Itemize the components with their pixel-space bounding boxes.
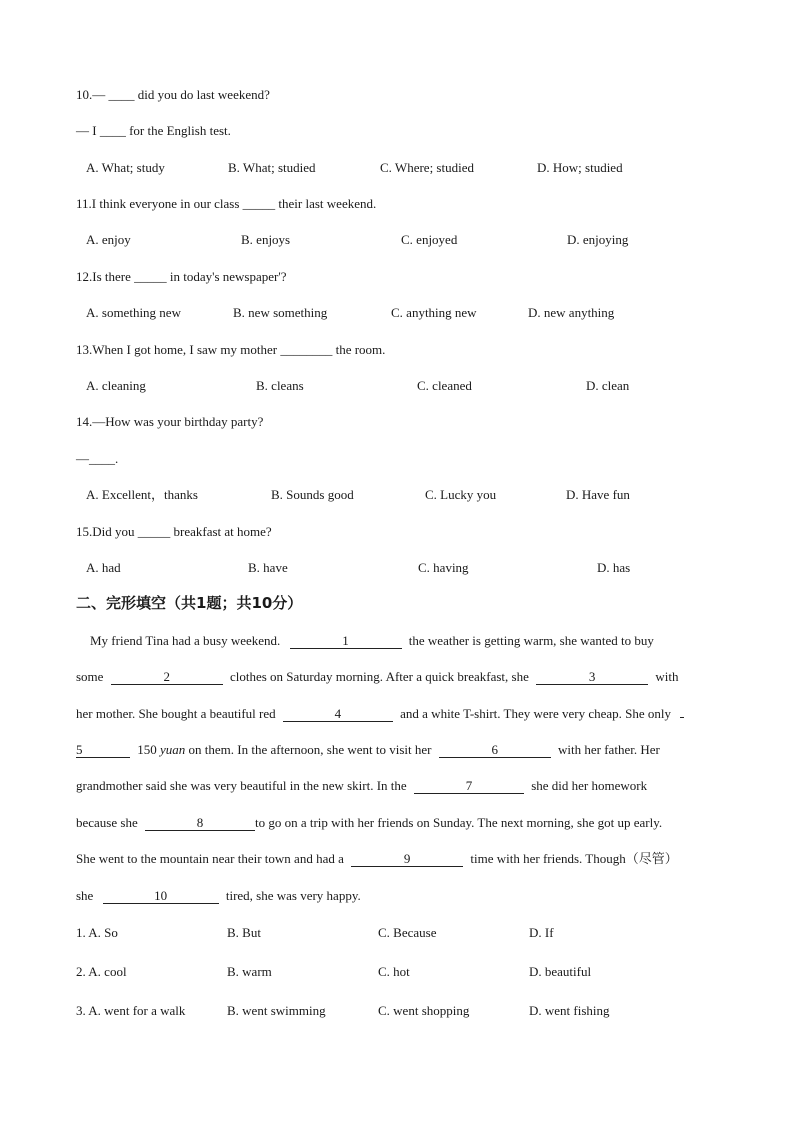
blank-9: 9 [351, 852, 463, 867]
q15-option-a: A. had [86, 560, 121, 575]
passage-line-3 [76, 706, 684, 722]
passage-text: because she [76, 815, 138, 830]
q15-option-d: D. has [597, 560, 631, 575]
passage-text: she [76, 888, 94, 903]
q10-option-a: A. What; study [86, 160, 165, 175]
section-heading: 二、完形填空（共1题；共10分） [76, 594, 303, 612]
cloze-2-option-c: C. hot [378, 964, 410, 979]
passage-text: and a white T-shirt. They were very cheap. She only [400, 706, 672, 721]
q11-option-d: D. enjoying [567, 232, 629, 247]
cloze-3-option-c: C. went shopping [378, 1003, 470, 1018]
cloze-3-option-a: 3. A. went for a walk [76, 1003, 186, 1018]
cloze-1-option-a: 1. A. So [76, 925, 118, 940]
q12-option-a: A. something new [86, 305, 181, 320]
passage-text: with [655, 669, 679, 684]
blank-8: 8 [145, 816, 255, 831]
q10-option-c: C. Where; studied [380, 160, 474, 175]
passage-text: she did her homework [531, 778, 648, 793]
blank-2: 2 [111, 670, 223, 685]
passage-text: some [76, 669, 104, 684]
q14-option-c: C. Lucky you [425, 487, 497, 502]
passage-text-yuan: yuan [160, 742, 186, 757]
passage-text: the weather is getting warm, she wanted to buy [408, 633, 654, 648]
q14-line1: 14.—How was your birthday party? [76, 414, 264, 429]
passage-text: tired, she was very happy. [225, 888, 361, 903]
cloze-2-option-a: 2. A. cool [76, 964, 127, 979]
passage-line-7 [76, 851, 678, 867]
blank-5: 5 [76, 743, 130, 758]
passage-text: 150 [137, 742, 157, 757]
q14-option-d: D. Have fun [566, 487, 630, 502]
passage-text: clothes on Saturday morning. After a quick breakfast, she [229, 669, 529, 684]
q11-option-a: A. enjoy [86, 232, 131, 247]
cloze-2-option-b: B. warm [227, 964, 272, 979]
blank-10: 10 [103, 889, 219, 904]
q10-option-d: D. How; studied [537, 160, 623, 175]
cloze-1-option-d: D. If [529, 925, 554, 940]
q10-line2: — I ____ for the English test. [76, 123, 231, 138]
passage-text: She went to the mountain near their town and had a [76, 851, 344, 866]
cloze-2-option-d: D. beautiful [529, 964, 592, 979]
blank-6: 6 [439, 743, 551, 758]
q13-line: 13.When I got home, I saw my mother ________ the room. [76, 342, 386, 357]
q15-line: 15.Did you _____ breakfast at home? [76, 524, 272, 539]
q11-option-b: B. enjoys [241, 232, 291, 247]
q10-line1: 10.— ____ did you do last weekend? [76, 87, 270, 102]
q12-option-d: D. new anything [528, 305, 615, 320]
blank-7: 7 [414, 779, 524, 794]
q15-option-c: C. having [418, 560, 469, 575]
passage-line-2 [76, 669, 679, 685]
passage-line-5 [76, 778, 647, 794]
q14-option-a: A. Excellent，thanks [86, 487, 198, 502]
cloze-1-option-c: C. Because [378, 925, 437, 940]
passage-line-4 [76, 742, 660, 758]
passage-text: her mother. She bought a beautiful red [76, 706, 276, 721]
q13-option-b: B. cleans [256, 378, 304, 393]
passage-text: grandmother said she was very beautiful in the new skirt. In the [76, 778, 407, 793]
passage-text: on them. In the afternoon, she went to visit her [188, 742, 432, 757]
blank-1: 1 [290, 634, 402, 649]
q11-option-c: C. enjoyed [401, 232, 458, 247]
blank-5-start [680, 717, 684, 718]
cloze-3-option-b: B. went swimming [227, 1003, 326, 1018]
passage-text: time with her friends. Though（尽管） [470, 851, 678, 866]
blank-4: 4 [283, 707, 393, 722]
passage-text: to go on a trip with her friends on Sunday. The next morning, she got up early. [254, 815, 663, 830]
passage-line-8 [76, 888, 361, 904]
cloze-1-option-b: B. But [227, 925, 261, 940]
q13-option-c: C. cleaned [417, 378, 472, 393]
cloze-3-option-d: D. went fishing [529, 1003, 610, 1018]
passage-text: My friend Tina had a busy weekend. [90, 633, 281, 648]
q11-line: 11.I think everyone in our class _____ their last weekend. [76, 196, 377, 211]
q13-option-a: A. cleaning [86, 378, 146, 393]
q13-option-d: D. clean [586, 378, 630, 393]
q14-option-b: B. Sounds good [271, 487, 354, 502]
q15-option-b: B. have [248, 560, 288, 575]
passage-line-1 [90, 633, 654, 649]
blank-3: 3 [536, 670, 648, 685]
passage-line-6 [76, 815, 662, 831]
q12-option-c: C. anything new [391, 305, 477, 320]
q12-line: 12.Is there _____ in today's newspaper'? [76, 269, 287, 284]
q10-option-b: B. What; studied [228, 160, 316, 175]
q14-line2: —____. [76, 451, 119, 466]
q12-option-b: B. new something [233, 305, 328, 320]
passage-text: with her father. Her [558, 742, 660, 757]
